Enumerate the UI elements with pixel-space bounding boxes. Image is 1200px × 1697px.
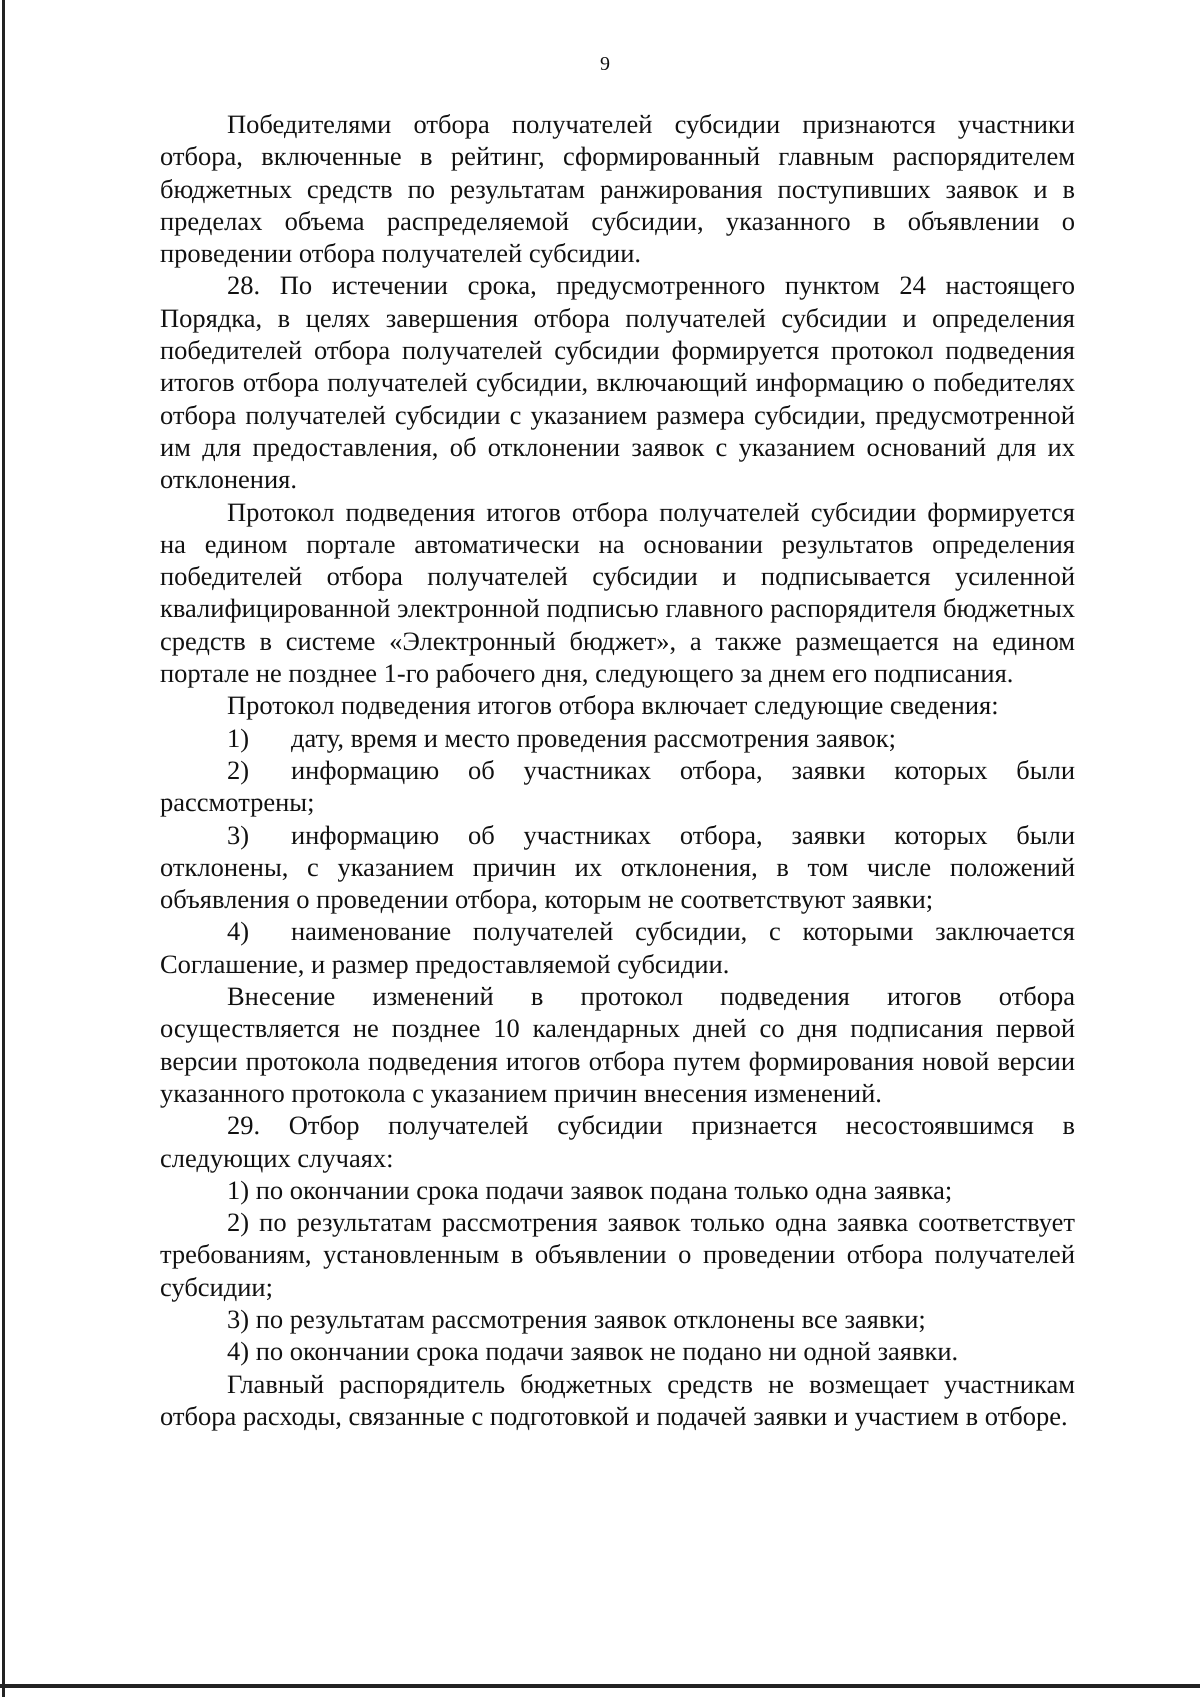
paragraph-section-29: 29. Отбор получателей субсидии признается несостоявшимся в следующих случаях:: [160, 1110, 1075, 1173]
list-number: 2): [227, 754, 250, 785]
protocol-item-1: [160, 722, 1075, 754]
list-number: 4): [227, 916, 250, 947]
list-text: информацию об участниках отбора, заявки которых были отклонены, с указанием причин их отклонения, в том числе положений объявления о проведении отбора, которым не соответствуют заявки;: [160, 819, 1075, 915]
list-text: наименование получателей субсидии, с которыми заключается Соглашение, и размер предоставляемой субсидии.: [160, 916, 1075, 979]
failure-case-4: 4) по окончании срока подачи заявок не подано ни одной заявки.: [227, 1336, 959, 1367]
list-number: 3): [227, 819, 250, 850]
paragraph-expenses: Главный распорядитель бюджетных средств не возмещает участникам отбора расходы, связанные с подготовкой и подачей заявки и участием в отборе.: [160, 1368, 1075, 1431]
protocol-item-2: [160, 754, 1075, 819]
paragraph-protocol-formation: Протокол подведения итогов отбора получателей субсидии формируется на едином портале автоматически на основании результатов определения победителей отбора получателей субсидии и подписывается усиленной квалифицированной электронной подписью главного распорядителя бюджетных средств в системе «Электронный бюджет», а также размещается на едином портале не позднее 1-го рабочего дня, следующего за днем его подписания.: [160, 496, 1075, 689]
protocol-item-4: [160, 915, 1075, 980]
document-body: [160, 108, 1075, 1432]
failure-case-2: 2) по результатам рассмотрения заявок только одна заявка соответствует требованиям, установленным в объявлении о проведении отбора получателей субсидии;: [160, 1207, 1075, 1302]
protocol-item-3: [160, 819, 1075, 916]
paragraph-winners: Победителями отбора получателей субсидии признаются участники отбора, включенные в рейтинг, сформированный главным распорядителем бюджетных средств по результатам ранжирования поступивших заявок и в пределах объема распределяемой субсидии, указанного в объявлении о проведении отбора получателей субсидии.: [160, 109, 1075, 269]
scan-edge-left: [2, 0, 5, 1697]
paragraph-protocol-contents: Протокол подведения итогов отбора включает следующие сведения:: [227, 690, 999, 721]
paragraph-protocol-changes: Внесение изменений в протокол подведения итогов отбора осуществляется не позднее 10 календарных дней со дня подписания первой версии протокола подведения итогов отбора путем формирования новой версии указанного протокола с указанием причин внесения изменений.: [160, 981, 1075, 1108]
paragraph-section-28: 28. По истечении срока, предусмотренного пунктом 24 настоящего Порядка, в целях завершения отбора получателей субсидии и определения победителей отбора получателей субсидии формируется протокол подведения итогов отбора получателей субсидии, включающий информацию о победителях отбора получателей субсидии с указанием размера субсидии, предусмотренной им для предоставления, об отклонении заявок с указанием оснований для их отклонения.: [160, 270, 1075, 495]
list-text: дату, время и место проведения рассмотрения заявок;: [291, 722, 897, 753]
list-number: 1): [227, 722, 250, 753]
failure-case-1: 1) по окончании срока подачи заявок подана только одна заявка;: [227, 1174, 953, 1205]
failure-case-3: 3) по результатам рассмотрения заявок отклонены все заявки;: [227, 1303, 926, 1334]
scan-edge-bottom: [0, 1684, 1200, 1688]
page-number: 9: [600, 53, 610, 75]
list-text: информацию об участниках отбора, заявки которых были рассмотрены;: [160, 754, 1075, 818]
